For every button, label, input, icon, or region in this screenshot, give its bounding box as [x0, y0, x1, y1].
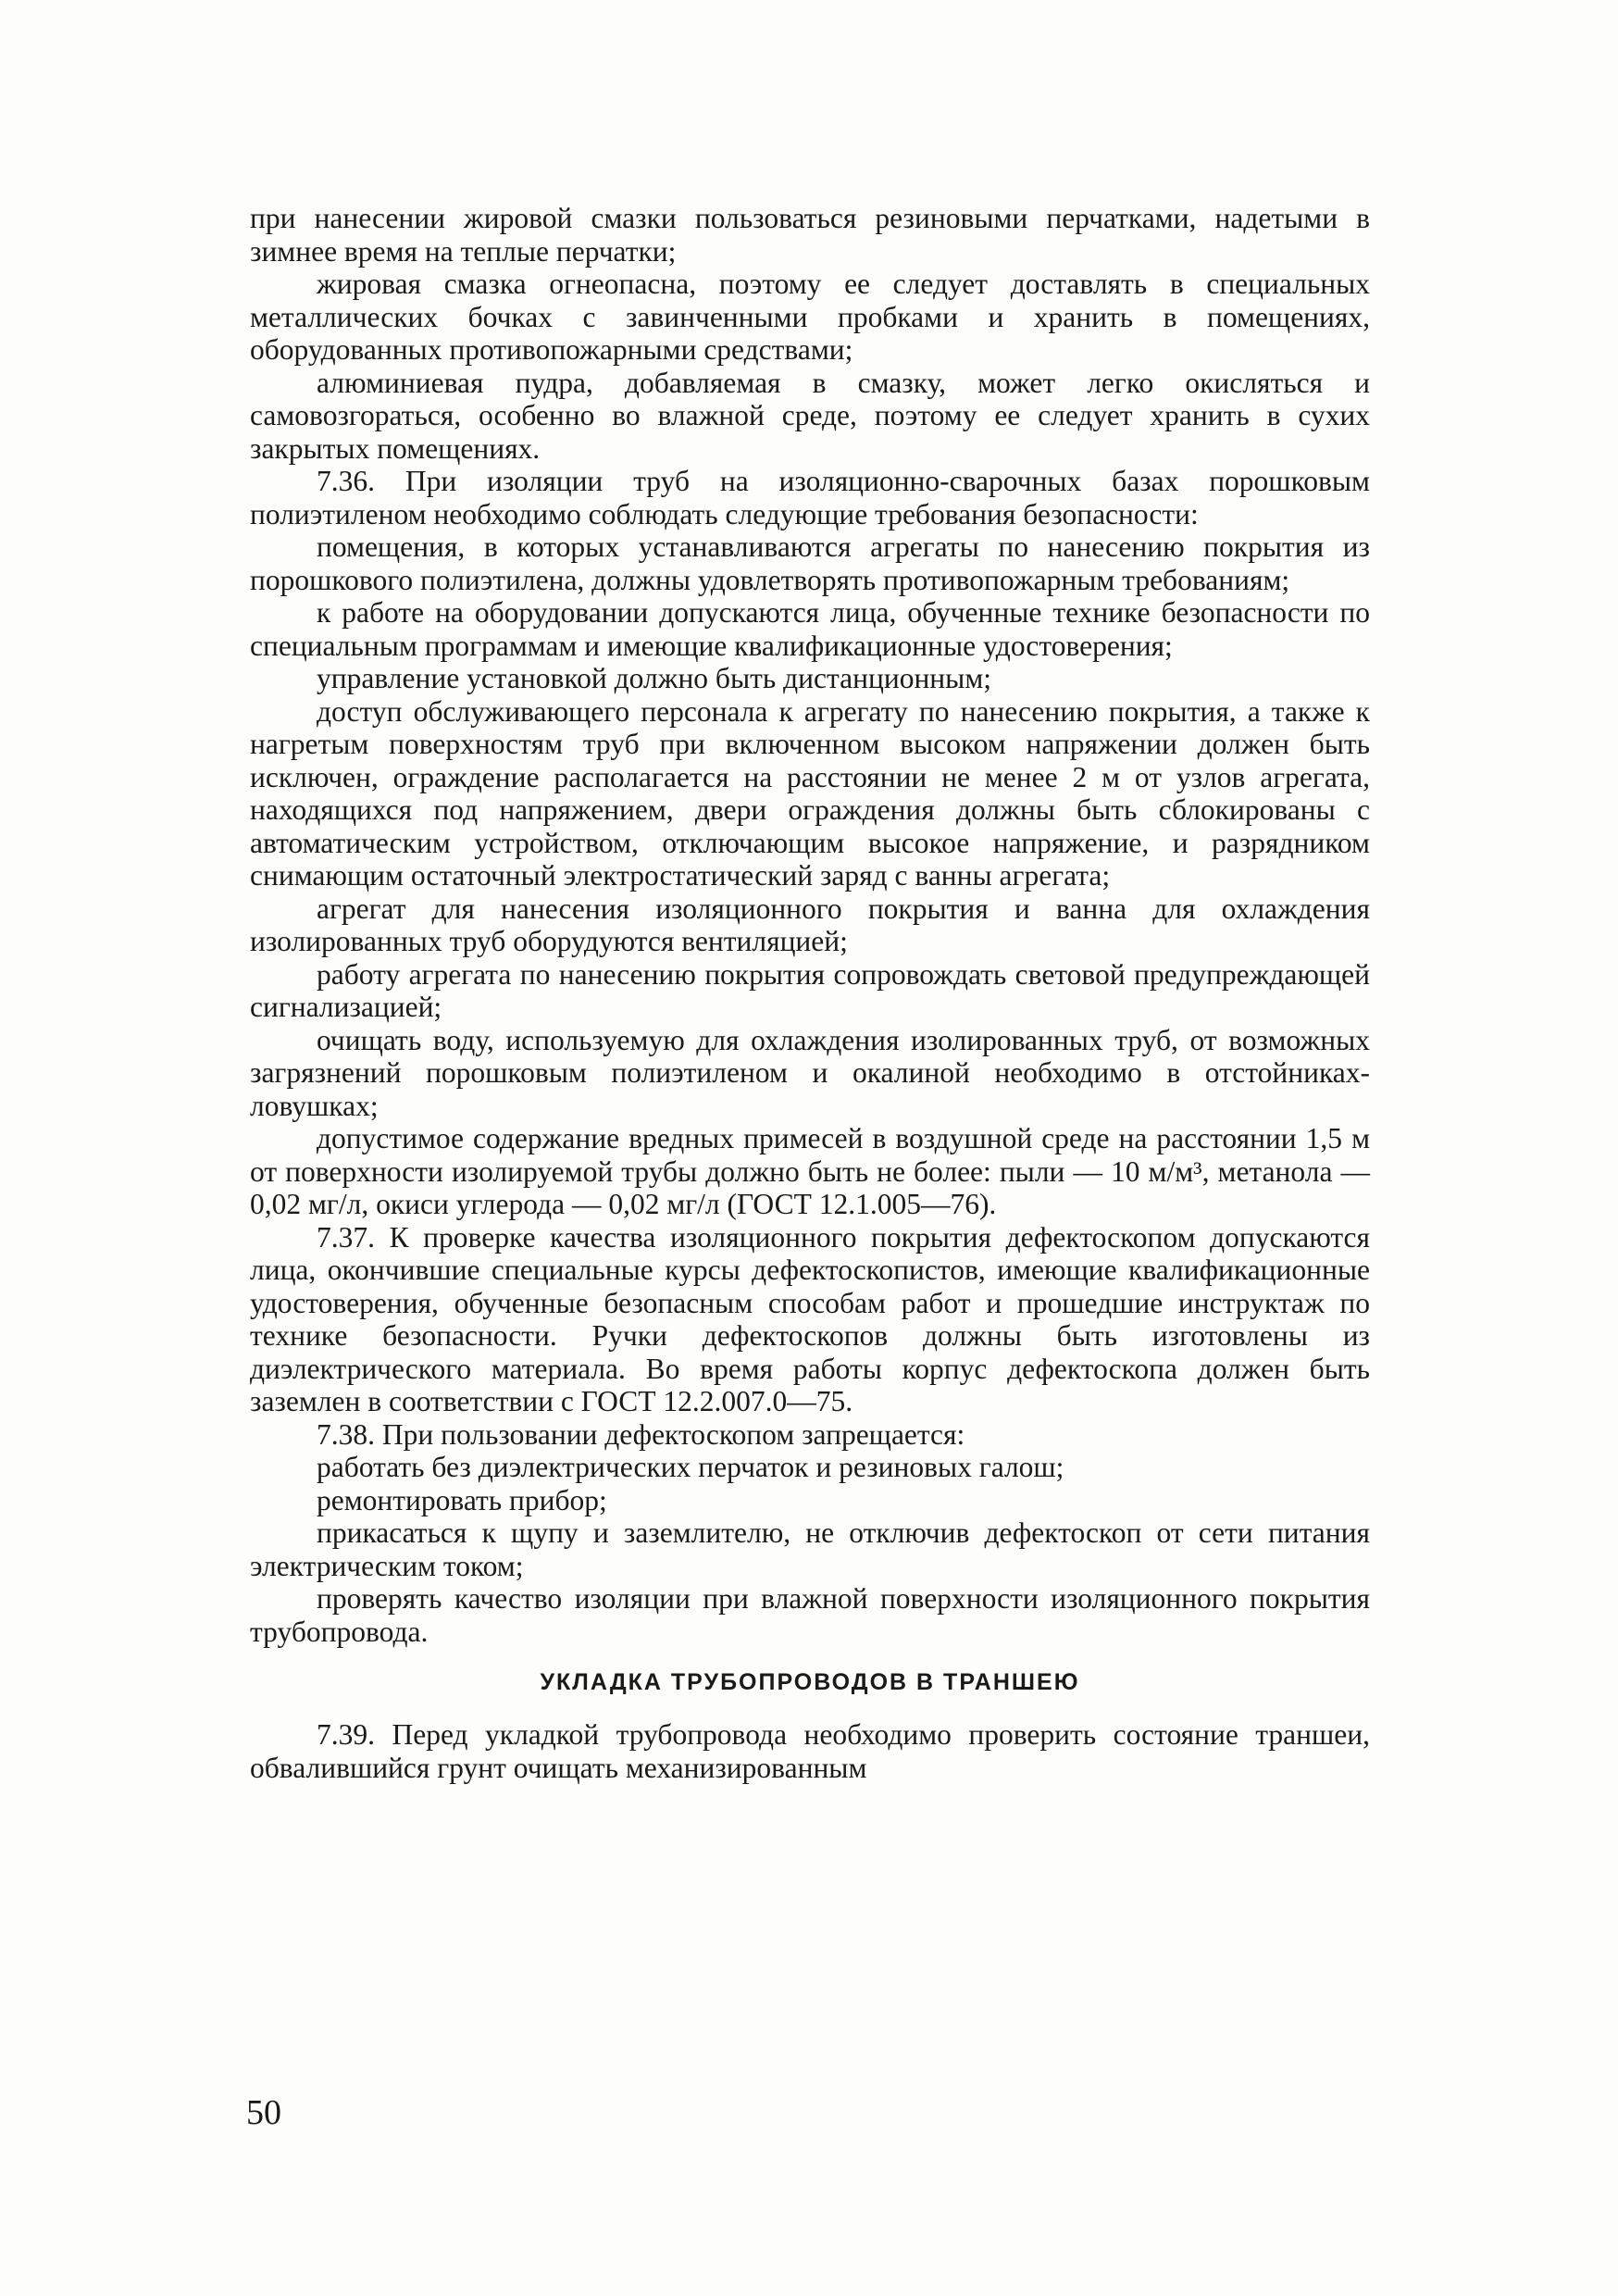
paragraph: очищать воду, используемую для охлаждения изолированных труб, от возможных загрязнений порошковым полиэтиленом и окалиной необходимо в отстойниках-ловушках;: [250, 1023, 1370, 1122]
paragraph: ремонтировать прибор;: [317, 1483, 607, 1516]
paragraph: доступ обслуживающего персонала к агрегату по нанесению покрытия, а также к нагретым поверхностям труб при включенном высоком напряжении должен быть исключен, ограждение располагается на расстоянии не менее 2 м от узлов агрегата, находящихся под напряжением, двери ограждения должны быть сблокированы с автоматическим устройством, отключающим высокое напряжение, и разрядником снимающим остаточный электростатический заряд с ванны агрегата;: [250, 694, 1370, 892]
paragraph: прикасаться к щупу и заземлителю, не отключив дефектоскоп от сети питания электрическим током;: [250, 1516, 1370, 1582]
page-number: 50: [246, 2093, 281, 2132]
body-text: [250, 202, 1370, 1784]
paragraph: управление установкой должно быть дистанционным;: [317, 662, 992, 694]
paragraph: 7.36. При изоляции труб на изоляционно-сварочных базах порошковым полиэтиленом необходимо соблюдать следующие требования безопасности:: [250, 465, 1370, 530]
paragraph: при нанесении жировой смазки пользоваться резиновыми перчатками, надетыми в зимнее время на теплые перчатки;: [250, 202, 1370, 268]
paragraph: работу агрегата по нанесению покрытия сопровождать световой предупреждающей сигнализацией;: [250, 957, 1370, 1023]
paragraphs-after-heading: [250, 1718, 1370, 1784]
paragraph: проверять качество изоляции при влажной поверхности изоляционного покрытия трубопровода.: [250, 1582, 1370, 1648]
paragraph: допустимое содержание вредных примесей в воздушной среде на расстоянии 1,5 м от поверхности изолируемой трубы должно быть не более: пыли — 10 м/м³, метанола — 0,02 мг/л, окиси углерода — 0,02 мг/л (ГОСТ 12.1.005—76).: [250, 1122, 1370, 1220]
paragraph: жировая смазка огнеопасна, поэтому ее следует доставлять в специальных металлических бочках с завинченными пробками и хранить в помещениях, оборудованных противопожарными средствами;: [250, 268, 1370, 366]
paragraph: к работе на оборудовании допускаются лица, обученные технике безопасности по специальным программам и имеющие квалификационные удостоверения;: [250, 596, 1370, 662]
paragraph: 7.37. К проверке качества изоляционного покрытия дефектоскопом допускаются лица, окончившие специальные курсы дефектоскопистов, имеющие квалификационные удостоверения, обученные безопасным способам работ и прошедшие инструктаж по технике безопасности. Ручки дефектоскопов должны быть изготовлены из диэлектрического материала. Во время работы корпус дефектоскопа должен быть заземлен в соответствии с ГОСТ 12.2.007.0—75.: [250, 1220, 1370, 1417]
paragraphs-before-heading: [250, 202, 1370, 1648]
paragraph: алюминиевая пудра, добавляемая в смазку, может легко окисляться и самовозгораться, особенно во влажной среде, поэтому ее следует хранить в сухих закрытых помещениях.: [250, 366, 1370, 465]
paragraph: 7.39. Перед укладкой трубопровода необходимо проверить состояние траншеи, обвалившийся грунт очищать механизированным: [250, 1718, 1370, 1784]
paragraph: агрегат для нанесения изоляционного покрытия и ванна для охлаждения изолированных труб оборудуются вентиляцией;: [250, 892, 1370, 957]
paragraph: помещения, в которых устанавливаются агрегаты по нанесению покрытия из порошкового полиэтилена, должны удовлетворять противопожарным требованиям;: [250, 530, 1370, 596]
paragraph: 7.38. При пользовании дефектоскопом запрещается:: [317, 1417, 965, 1451]
section-heading: УКЛАДКА ТРУБОПРОВОДОВ В ТРАНШЕЮ: [540, 1669, 1080, 1695]
paragraph: работать без диэлектрических перчаток и резиновых галош;: [317, 1451, 1064, 1483]
